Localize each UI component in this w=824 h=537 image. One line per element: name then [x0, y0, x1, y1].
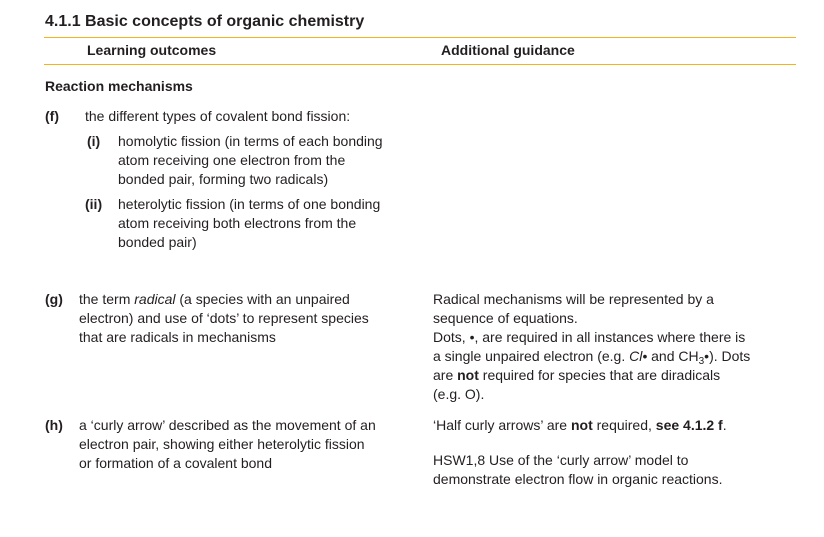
outcome-f-ii-label: (ii) — [85, 196, 103, 212]
column-header-guidance: Additional guidance — [441, 42, 575, 58]
page-title: 4.1.1 Basic concepts of organic chemistry — [45, 13, 365, 30]
header-rule-bottom — [44, 64, 796, 65]
outcome-f-i-text: homolytic fission (in terms of each bonding atom receiving one electron from the bonded pair, forming two radicals) — [118, 133, 383, 187]
outcome-g-label: (g) — [45, 291, 63, 307]
outcome-f-i-label: (i) — [87, 133, 101, 149]
outcome-f-text: the different types of covalent bond fission: — [85, 108, 351, 124]
outcome-h-text: a ‘curly arrow’ described as the movement of an electron pair, showing either heterolytic fission or formation of a covalent bond — [79, 417, 376, 471]
outcome-f-label: (f) — [45, 108, 59, 124]
outcome-g-text: the term radical (a species with an unpaired electron) and use of ‘dots’ to represent species that are radicals in mechanisms — [79, 291, 369, 345]
column-header-outcomes: Learning outcomes — [87, 42, 217, 58]
guidance-h-note: ‘Half curly arrows’ are not required, see 4.1.2 f. — [433, 417, 727, 433]
outcome-f-ii-text: heterolytic fission (in terms of one bonding atom receiving both electrons from the bonded pair) — [118, 196, 381, 250]
section-heading: Reaction mechanisms — [45, 78, 193, 94]
header-rule-top — [44, 37, 796, 38]
outcome-h-label: (h) — [45, 417, 63, 433]
guidance-g-text: Radical mechanisms will be represented by a sequence of equations. Dots, •, are required in all instances where there is a single unpaired electron (e.g. Cl• and $CH_3•$). Dots are not required for species that are diradicals (e.g. O). — [433, 291, 751, 402]
guidance-h-hsw: HSW1,8 Use of the ‘curly arrow’ model to demonstrate electron flow in organic reactions. — [433, 452, 723, 487]
